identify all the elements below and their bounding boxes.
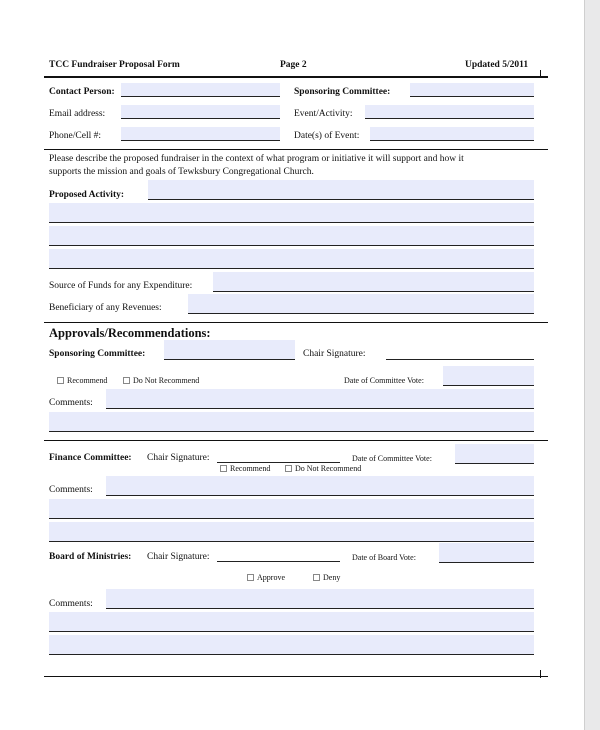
comments-label: Comments: [49, 599, 93, 609]
date-board-vote-label: Date of Board Vote: [352, 553, 416, 562]
field-underline [121, 96, 280, 97]
chair-signature-line[interactable] [386, 359, 534, 360]
board-of-ministries-label: Board of Ministries: [49, 552, 132, 562]
event-dates-field[interactable] [370, 127, 534, 140]
recommend-option[interactable] [220, 464, 270, 474]
sponsoring-comments-field-2[interactable] [49, 412, 534, 431]
sponsoring-comments-field[interactable] [106, 389, 534, 408]
field-underline [370, 140, 534, 141]
comments-label: Comments: [49, 485, 93, 495]
contact-person-field[interactable] [121, 83, 280, 96]
recommend-label: Recommend [230, 464, 271, 473]
field-underline [49, 245, 534, 246]
recommend-label: Recommend [67, 376, 108, 385]
chair-signature-label: Chair Signature: [147, 552, 210, 562]
field-underline [410, 96, 534, 97]
field-underline [106, 495, 534, 496]
event-activity-label: Event/Activity: [294, 109, 353, 119]
source-of-funds-field[interactable] [213, 272, 534, 291]
deny-option[interactable] [313, 573, 340, 583]
form-title: TCC Fundraiser Proposal Form [49, 60, 180, 70]
board-comments-field[interactable] [106, 589, 534, 608]
field-underline [439, 562, 534, 563]
sponsoring-committee-label: Sponsoring Committee: [294, 87, 391, 97]
field-underline [49, 631, 534, 632]
date-committee-vote-label: Date of Committee Vote: [352, 454, 432, 463]
section-rule [44, 149, 548, 150]
crop-mark [540, 670, 541, 678]
do-not-recommend-label: Do Not Recommend [133, 376, 200, 385]
field-underline [455, 463, 534, 464]
field-underline [365, 118, 534, 119]
source-of-funds-label: Source of Funds for any Expenditure: [49, 281, 193, 291]
finance-committee-label: Finance Committee: [49, 453, 132, 463]
approve-label: Approve [257, 573, 285, 582]
approvals-heading: Approvals/Recommendations: [49, 326, 211, 340]
header-rule [44, 76, 548, 78]
approve-option[interactable] [247, 573, 285, 583]
field-underline [188, 313, 534, 314]
field-underline [148, 199, 534, 200]
field-underline [106, 608, 534, 609]
event-dates-label: Date(s) of Event: [294, 131, 360, 141]
recommend-option[interactable] [57, 376, 107, 386]
finance-date-vote-field[interactable] [455, 444, 534, 463]
board-comments-field-3[interactable] [49, 635, 534, 654]
sponsoring-committee-field[interactable] [410, 83, 534, 96]
checkbox-icon[interactable] [57, 377, 64, 384]
field-underline [443, 385, 534, 386]
field-underline [121, 140, 280, 141]
board-comments-field-2[interactable] [49, 612, 534, 631]
field-underline [164, 359, 295, 360]
describe-line-2: supports the mission and goals of Tewksbury Congregational Church. [49, 167, 314, 177]
checkbox-icon[interactable] [247, 574, 254, 581]
field-underline [49, 222, 534, 223]
proposed-activity-field-3[interactable] [49, 226, 534, 245]
proposed-activity-field-2[interactable] [49, 203, 534, 222]
chair-signature-line[interactable] [217, 462, 340, 463]
chair-signature-label: Chair Signature: [303, 349, 366, 359]
chair-signature-label: Chair Signature: [147, 453, 210, 463]
field-underline [49, 541, 534, 542]
proposed-activity-field[interactable] [148, 180, 534, 199]
finance-comments-field-2[interactable] [49, 499, 534, 518]
section-rule [44, 440, 548, 441]
beneficiary-label: Beneficiary of any Revenues: [49, 303, 162, 313]
checkbox-icon[interactable] [285, 465, 292, 472]
do-not-recommend-option[interactable] [123, 376, 199, 386]
field-underline [213, 291, 534, 292]
do-not-recommend-option[interactable] [285, 464, 361, 474]
date-committee-vote-field[interactable] [443, 366, 534, 385]
field-underline [49, 431, 534, 432]
page-number: Page 2 [280, 60, 307, 70]
email-field[interactable] [121, 105, 280, 118]
email-label: Email address: [49, 109, 106, 119]
checkbox-icon[interactable] [123, 377, 130, 384]
do-not-recommend-label: Do Not Recommend [295, 464, 362, 473]
finance-comments-field[interactable] [106, 476, 534, 495]
deny-label: Deny [323, 573, 341, 582]
checkbox-icon[interactable] [220, 465, 227, 472]
contact-person-label: Contact Person: [49, 87, 115, 97]
proposed-activity-field-4[interactable] [49, 249, 534, 268]
chair-signature-line[interactable] [217, 561, 340, 562]
board-date-vote-field[interactable] [439, 543, 534, 562]
field-underline [49, 518, 534, 519]
beneficiary-field[interactable] [188, 294, 534, 313]
comments-label: Comments: [49, 398, 93, 408]
describe-line-1: Please describe the proposed fundraiser in the context of what program or initiative it will support and how it [49, 154, 464, 164]
footer-rule [44, 676, 548, 677]
field-underline [49, 268, 534, 269]
finance-comments-field-3[interactable] [49, 522, 534, 541]
field-underline [121, 118, 280, 119]
sponsoring-committee-name-field[interactable] [164, 340, 295, 359]
field-underline [106, 408, 534, 409]
event-activity-field[interactable] [365, 105, 534, 118]
proposed-activity-label: Proposed Activity: [49, 190, 125, 200]
sponsoring-committee-approval-label: Sponsoring Committee: [49, 349, 146, 359]
section-rule [44, 322, 548, 323]
phone-field[interactable] [121, 127, 280, 140]
field-underline [49, 654, 534, 655]
phone-label: Phone/Cell #: [49, 131, 101, 141]
updated-date: Updated 5/2011 [465, 60, 529, 70]
checkbox-icon[interactable] [313, 574, 320, 581]
crop-mark [540, 70, 541, 78]
date-committee-vote-label: Date of Committee Vote: [344, 376, 424, 385]
